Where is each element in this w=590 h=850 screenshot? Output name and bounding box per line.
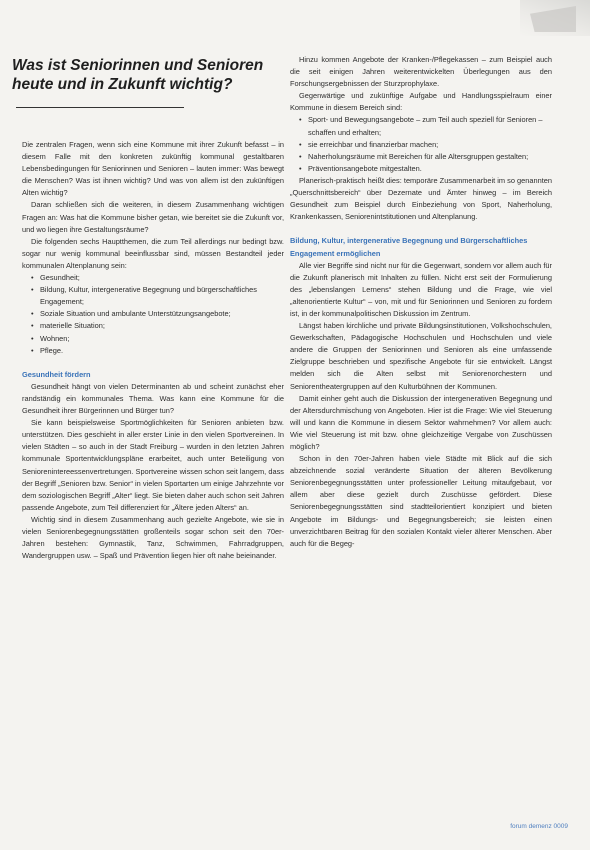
list-item: • Pflege. <box>31 345 284 357</box>
page-footer: forum demenz 0009 <box>510 823 568 830</box>
intro-paragraph-1: Die zentralen Fragen, wenn sich eine Kommune mit ihrer Zukunft befasst – in diesem Falle mit den konkreten zukünftig kommunal gestaltbaren Lebensbedingungen für Seniorinnen und Senioren – lauten immer: Was bewegt die Menschen? Was ist ihnen wichtig? Und was von allem ist den zukünftigen Alten wichtig? <box>22 140 284 198</box>
section-heading-education: Bildung, Kultur, intergenerative Begegnung und Bürgerschaftliches Engagement ermöglichen <box>290 236 528 258</box>
right-paragraph-3: Planerisch-praktisch heißt dies: temporäre Zusammenarbeit im so genannten „Querschnittsbereich“ über Dezernate und Ämter hinweg – im Bereich Gesundheit zum Beispiel durch Einbeziehung von Sport, Naherholung, Krankenkassen, Seniorenintstitutionen und Altenplanung. <box>290 175 552 222</box>
page-title <box>12 56 282 113</box>
page-corner-shading <box>520 0 590 36</box>
topics-list <box>22 272 284 357</box>
list-item: • Soziale Situation und ambulante Unterstützungsangebote; <box>31 308 284 320</box>
list-item: • Präventionsangebote mitgestalten. <box>299 163 552 175</box>
corner-logo-mark <box>530 6 576 32</box>
list-item: • Gesundheit; <box>31 272 284 284</box>
health-paragraph-2: Sie kann beispielsweise Sportmöglichkeiten für Senioren anbieten bzw. unterstützen. Dies geschieht in aller erster Linie in den vielen Sportvereinen. In vielen Städten – so auch in der Stadt Freiburg – wurden in den letzten Jahren kommunale Sportentwicklungspläne erarbeitet, auch unter Beteiligung von Seniorenintereessenvertretungen. Sportvereine wissen schon seit langem, dass der Begriff „Senioren bzw. Senior“ in vielen Sportarten um einige Jahrzehnte vor dem soziologischen Begriff „Alter“ liegt. Sie bieten daher auch schon seit Jahren passende Angebote, zum Teil differenziert für „Ältere jeden Alters“ an. <box>22 418 284 512</box>
list-item: • Bildung, Kultur, intergenerative Begegnung und bürgerschaftliches Engagement; <box>31 284 284 308</box>
right-column <box>290 54 552 550</box>
health-paragraph-3: Wichtig sind in diesem Zusammenhang auch gezielte Angebote, wie sie in vielen Seniorenbegegnungsstätten großenteils sogar schon seit den 70er-Jahren bestehen: Gymnastik, Tanz, Schwimmen, Fahrradgruppen, Wandergruppen usw. – Spaß und Prävention liegen hier oft nahe beieinander. <box>22 514 284 561</box>
right-paragraph-6: Damit einher geht auch die Diskussion der intergenerativen Begegnung und der Altersdurchmischung von Angeboten. Hier ist die Frage: Wie viel Steuerung will und kann die Kommune in diesem Sektor wahrnehmen? Vor allem auch: Wie viel Steuerung ist mit bzw. ohne gleichzeitige Vergabe von Zuschüssen möglich? <box>290 393 552 451</box>
list-item: • materielle Situation; <box>31 320 284 332</box>
right-paragraph-4: Alle vier Begriffe sind nicht nur für die Gegenwart, sondern vor allem auch für die Zukunft planerisch mit Inhalten zu füllen. Nicht erst seit der Formulierung des „lebenslangen Lernens“ stehen Bildung und die Frage, wie viel „altenorientierte Kultur“ – von, mit und für Seniorinnen und Senioren zu fordern ist, in der kommunalpolitischen Diskussion im Zentrum. <box>290 260 552 318</box>
list-item: • Naherholungsräume mit Bereichen für alle Altersgruppen gestalten; <box>299 151 552 163</box>
section-heading-health: Gesundheit fördern <box>22 369 91 379</box>
health-paragraph-1: Gesundheit hängt von vielen Determinanten ab und scheint zunächst eher randständig ein kommunales Thema. Was kann eine Kommune für die Gesundheit ihrer Bürgerinnen und Bürger tun? <box>22 381 284 416</box>
right-paragraph-5: Längst haben kirchliche und private Bildungsinstitutionen, Volkshochschulen, Gewerkschaften, Pädagogische Hochschulen und Hochschulen und viele andere die Gruppen der Seniorinnen und Senioren als eine umfassende Zielgruppe beschrieben und spezifische Angebote für sie entwickelt. Längst melden sich die Alten selbst mit Seniorenorchestern und Seniorentheatergruppen auf den Kulturbühnen der Kommunen. <box>290 321 552 391</box>
paragraph-gap <box>290 223 552 235</box>
page-title-text: Was ist Seniorinnen und Senioren heute und in Zukunft wichtig? <box>12 57 264 93</box>
right-paragraph-2: Gegenwärtige und zukünftige Aufgabe und Handlungsspielraum einer Kommune in diesem Bereich sind: <box>290 91 552 113</box>
intro-paragraph-2: Daran schließen sich die weiteren, in diesem Zusammenhang wichtigen Fragen an: Was hat die Kommune bisher getan, wie bereitet sie die Zukunft vor, und wo liegen ihre Gestaltungsräume? <box>22 200 284 234</box>
list-item: • sie erreichbar und finanzierbar machen; <box>299 139 552 151</box>
list-item: • Wohnen; <box>31 333 284 345</box>
title-underline-rule <box>16 107 184 108</box>
list-item: • Sport- und Bewegungsangebote – zum Teil auch speziell für Senioren – schaffen und erhalten; <box>299 114 552 138</box>
intro-paragraph-3: Die folgenden sechs Hauptthemen, die zum Teil allerdings nur bedingt bzw. sogar nur wenig kommunal beeinflussbar sind, müssen Bestandteil jeder kommunalen Altenplanung sein: <box>22 236 284 270</box>
right-paragraph-1: Hinzu kommen Angebote der Kranken-/Pflegekassen – zum Beispiel auch die seit einigen Jahren weiterentwickelten Überlegungen aus den Forschungsergebnissen der Sturzprophylaxe. <box>290 55 552 89</box>
tasks-list <box>290 114 552 174</box>
left-column <box>22 139 284 562</box>
paragraph-gap <box>22 357 284 369</box>
right-paragraph-7: Schon in den 70er-Jahren haben viele Städte mit Blick auf die sich abzeichnende sozial veränderte Situation der älteren Bevölkerung Seniorenbegegnungsstätten unter professioneller Leitung mitaufgebaut, vor allem aber diese gezielt durch Zuschüsse gefördert. Diese Seniorenbegegnungsstätten sind stadtteilorientiert konzipiert und bieten Angebote im Bildungs- und Begegnungsbereich; sie leisten einen unverzichtbaren Beitrag für den sozialen Kontakt vieler älterer Menschen. Aber auch für die Begeg- <box>290 454 552 548</box>
